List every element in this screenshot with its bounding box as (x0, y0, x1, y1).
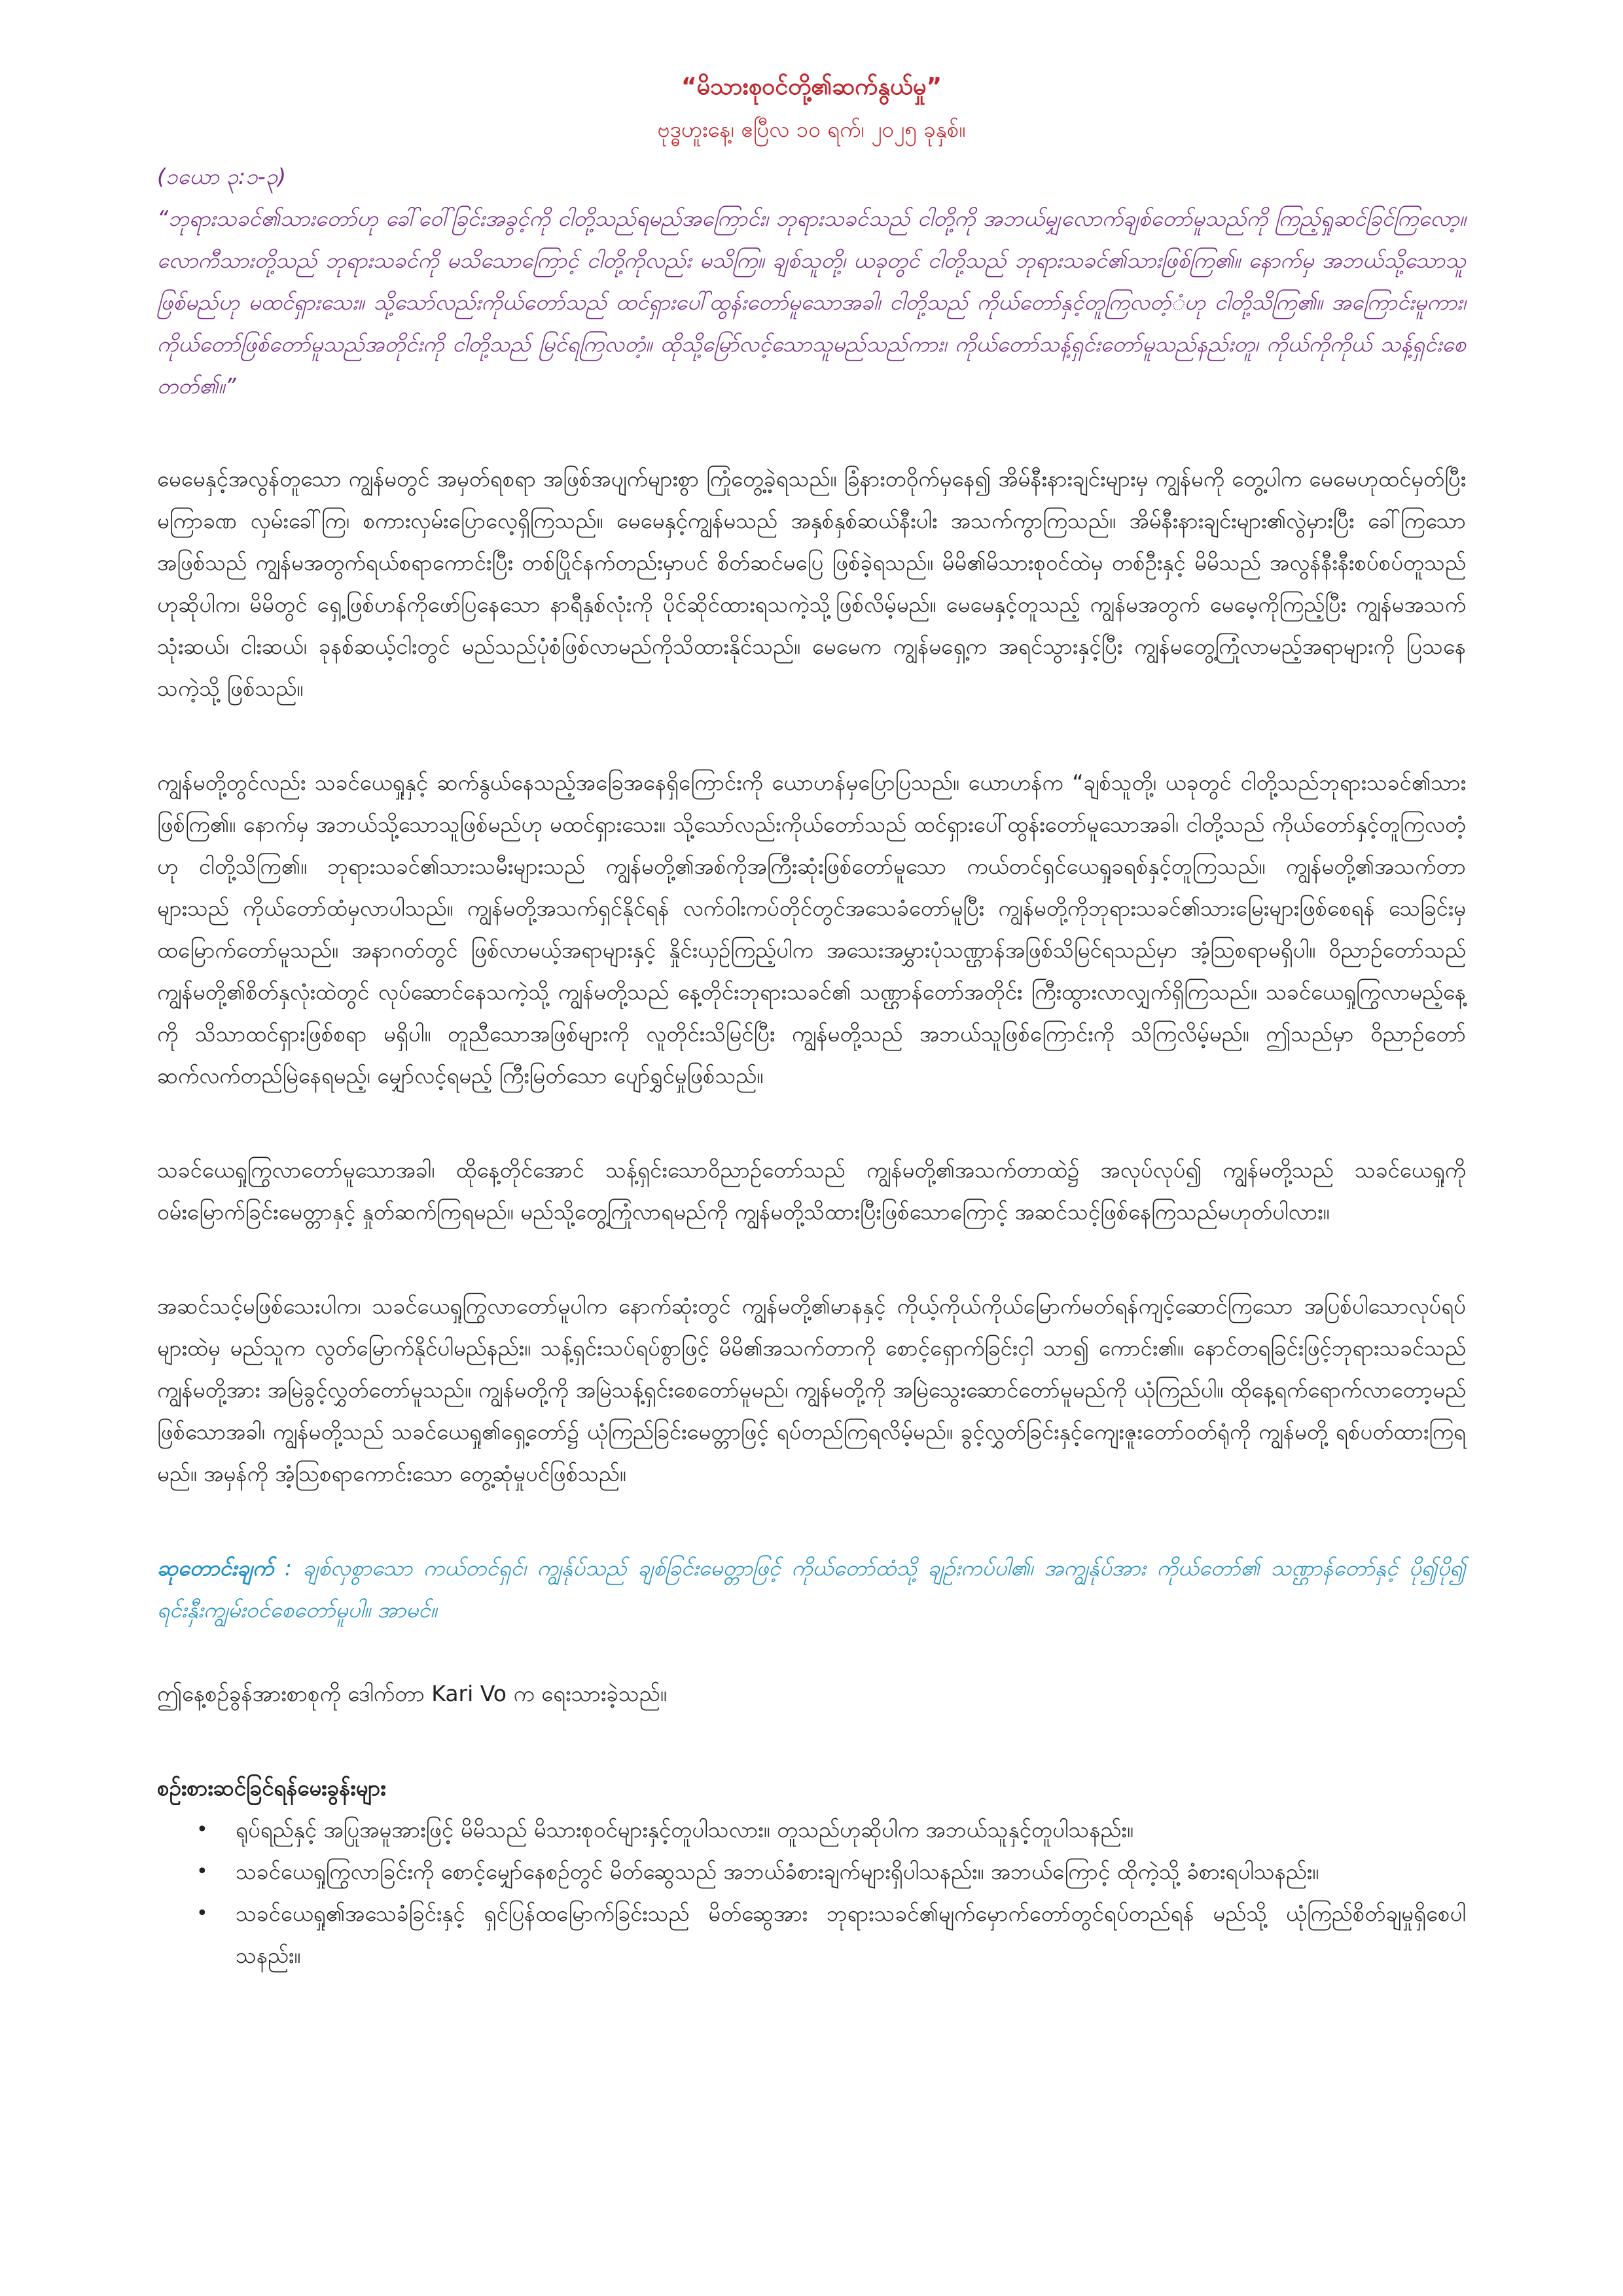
list-item (196, 1893, 1466, 1977)
prayer-block (157, 1547, 1466, 1631)
body-paragraph-3: သခင်ယေရှုကြွလာတော်မူသောအခါ၊ ထိုနေ့တိုင်အောင် သန့်ရှင်းသောဝိညာဉ်တော်သည် ကျွန်မတို့၏အသက်တာထဲ၌ အလုပ်လုပ်၍ ကျွန်မတို့သည် သခင်ယေရှုကို ဝမ်းမြောက်ခြင်းမေတ္တာနှင့် နှုတ်ဆက်ကြရမည်။ မည်သို့တွေ့ကြုံလာရမည်ကို ကျွန်မတို့သိထားပြီးဖြစ်သောကြောင့် အဆင်သင့်ဖြစ်နေကြသည်မဟုတ်ပါလား။ (157, 1157, 1466, 1225)
prayer-label: ဆုတောင်းချက် (157, 1555, 274, 1581)
author-line: ဤနေ့စဉ်ခွန်အားစာစုကို ဒေါက်တာ Kari Vo က ရေးသားခဲ့သည်။ (157, 1681, 667, 1706)
scripture-reference: (၁ယော ၃:၁-၃) (157, 164, 287, 189)
bullet-icon: • (196, 1860, 208, 1883)
devotion-date: ဗုဒ္ဓဟူးနေ့၊ ဧပြီလ ၁၀ ရက်၊ ၂၀၂၅ ခုနှစ်။ (657, 117, 966, 142)
question-text: ရုပ်ရည်နှင့် အပြုအမူအားဖြင့် မိမိသည် မိသားစုဝင်များနှင့်တူပါသလား။ တူသည်ဟုဆိုပါက အဘယ်သူနှင့်တူပါသနည်း။ (236, 1817, 1133, 1842)
body-paragraph-2: ကျွန်မတို့တွင်လည်း သခင်ယေရှုနှင့် ဆက်နွယ်နေသည့်အခြေအနေရှိကြောင်းကို ယောဟန်မှပြောပြသည်။ ယောဟန်က “ချစ်သူတို့၊ ယခုတွင် ငါတို့သည်ဘုရားသခင်၏သားဖြစ်ကြ၏။ နောက်မှ အဘယ်သို့သောသူဖြစ်မည်ဟု မထင်ရှားသေး။ သို့သော်လည်းကိုယ်တော်သည် ထင်ရှားပေါ်ထွန်းတော်မူသောအခါ၊ ငါတို့သည် ကိုယ်တော်နှင့်တူကြလတံ့ဟု ငါတို့သိကြ၏။ ဘုရားသခင်၏သားသမီးများသည် ကျွန်မတို့၏အစ်ကိုအကြီးဆုံးဖြစ်တော်မူသော ကယ်တင်ရှင်ယေရှုခရစ်နှင့်တူကြသည်။ ကျွန်မတို့၏အသက်တာများသည် ကိုယ်တော်ထံမှလာပါသည်။ ကျွန်မတို့အသက်ရှင်နိုင်ရန် လက်ဝါးကပ်တိုင်တွင်အသေခံတော်မူပြီး ကျွန်မတို့ကိုဘုရားသခင်၏သားမြေးများဖြစ်စေရန် သေခြင်းမှထမြောက်တော်မူသည်။ အနာဂတ်တွင် ဖြစ်လာမယ့်အရာများနှင့် နှိုင်းယှဉ်ကြည့်ပါက အသေးအမွှားပုံသဏ္ဌာန်အဖြစ်သိမြင်ရသည်မှာ အံ့ဩစရာမရှိပါ။ ဝိညာဉ်တော်သည် ကျွန်မတို့၏စိတ်နှလုံးထဲတွင် လုပ်ဆောင်နေသကဲ့သို့ ကျွန်မတို့သည် နေ့တိုင်းဘုရားသခင်၏ သဏ္ဌာန်တော်အတိုင်း ကြီးထွားလာလျှက်ရှိကြသည်။ သခင်ယေရှုကြွလာမည့်နေ့ကို သိသာထင်ရှားဖြစ်စရာ မရှိပါ။ တူညီသောအဖြစ်များကို လူတိုင်းသိမြင်ပြီး ကျွန်မတို့သည် အဘယ်သူဖြစ်ကြောင်းကို သိကြလိမ့်မည်။ ဤသည်မှာ ဝိညာဉ်တော် ဆက်လက်တည်မြဲနေရမည့်၊ မျှော်လင့်ရမည့် ကြီးမြတ်သော ပျော်ရွှင်မှုဖြစ်သည်။ (157, 770, 1466, 1088)
list-item (196, 1851, 1466, 1893)
devotion-title: “မိသားစုဝင်တို့၏ဆက်နွယ်မှု” (681, 73, 942, 100)
question-text: သခင်ယေရှု၏အသေခံခြင်းနှင့် ရှင်ပြန်ထမြောက်ခြင်းသည် မိတ်ဆွေအား ဘုရားသခင်၏မျက်မှောက်တော်တွင်ရပ်တည်ရန် မည်သို့ ယုံကြည်စိတ်ချမှုရှိစေပါသနည်း။ (236, 1901, 1466, 1968)
questions-list (157, 1809, 1466, 1977)
body-paragraph-4: အဆင်သင့်မဖြစ်သေးပါက၊ သခင်ယေရှုကြွလာတော်မူပါက နောက်ဆုံးတွင် ကျွန်မတို့၏မာနနှင့် ကိုယ့်ကိုယ်ကိုယ်မြောက်မတ်ရန်ကျင့်ဆောင်ကြသော အပြစ်ပါသောလုပ်ရပ်များထဲမှ မည်သူက လွတ်မြောက်နိုင်ပါမည်နည်း။ သန့်ရှင်းသပ်ရပ်စွာဖြင့် မိမိ၏အသက်တာကို စောင့်ရှောက်ခြင်းငှါ သာ၍ ကောင်း၏။ နောင်တရခြင်းဖြင့်ဘုရားသခင်သည် ကျွန်မတို့အား အမြဲခွင့်လွှတ်တော်မူသည်။ ကျွန်မတို့ကို အမြဲသန့်ရှင်းစေတော်မူမည်၊ ကျွန်မတို့ကို အမြဲသွေးဆောင်တော်မူမည်ကို ယုံကြည်ပါ။ ထိုနေ့ရက်ရောက်လာတော့မည်ဖြစ်သောအခါ၊ ကျွန်မတို့သည် သခင်ယေရှု၏ရှေ့တော်၌ ယုံကြည်ခြင်းမေတ္တာဖြင့် ရပ်တည်ကြရလိမ့်မည်။ ခွင့်လွှတ်ခြင်းနှင့်ကျေးဇူးတော်ဝတ်ရုံကို ကျွန်မတို့ ရစ်ပတ်ထားကြရမည်။ အမှန်ကို အံ့ဩစရာကောင်းသော တွေ့ဆုံမှုပင်ဖြစ်သည်။ (157, 1293, 1466, 1486)
bullet-icon: • (196, 1902, 208, 1925)
questions-heading: စဉ်းစားဆင်ခြင်ရန်မေးခွန်းများ (157, 1775, 386, 1801)
prayer-text: : ချစ်လှစွာသော ကယ်တင်ရှင်၊ ကျွန်ုပ်သည် ချစ်ခြင်းမေတ္တာဖြင့် ကိုယ်တော်ထံသို့ ချဉ်းကပ်ပါ၏၊ အကျွန်ုပ်အား ကိုယ်တော်၏ သဏ္ဌာန်တော်နှင့် ပို၍ပို၍ ရင်းနှီးကျွမ်းဝင်စေတော်မူပါ။ အာမင်။ (157, 1555, 1466, 1623)
question-text: သခင်ယေရှုကြွလာခြင်းကို စောင့်မျှော်နေစဉ်တွင် မိတ်ဆွေသည် အဘယ်ခံစားချက်များရှိပါသနည်း။ အဘယ်ကြောင့် ထိုကဲ့သို့ ခံစားရပါသနည်း။ (236, 1859, 1319, 1884)
scripture-text: “ဘုရားသခင်၏သားတော်ဟု ခေါ်ဝေါ်ခြင်းအခွင့်ကို ငါတို့သည်ရမည်အကြောင်း၊ ဘုရားသခင်သည် ငါတို့ကို အဘယ်မျှလောက်ချစ်တော်မူသည်ကို ကြည့်ရှုဆင်ခြင်ကြလော့။ လောကီသားတို့သည် ဘုရားသခင်ကို မသိသောကြောင့် ငါတို့ကိုလည်း မသိကြ။ ချစ်သူတို့၊ ယခုတွင် ငါတို့သည် ဘုရားသခင်၏သားဖြစ်ကြ၏။ နောက်မှ အဘယ်သို့သောသူဖြစ်မည်ဟု မထင်ရှားသေး။ သို့သော်လည်းကိုယ်တော်သည် ထင်ရှားပေါ်ထွန်းတော်မူသောအခါ၊ ငါတို့သည် ကိုယ်တော်နှင့်တူကြလတ့်ံဟု ငါတို့သိကြ၏။ အကြောင်းမူကား၊ ကိုယ်တော်ဖြစ်တော်မူသည်အတိုင်းကို ငါတို့သည် မြင်ရကြလတံ့။ ထိုသို့မြော်လင့်သောသူမည်သည်ကား၊ ကိုယ်တော်သန့်ရှင်းတော်မူသည်နည်းတူ၊ ကိုယ်ကိုကိုယ် သန့်ရှင်းစေတတ်၏။” (157, 206, 1466, 399)
body-paragraph-1: မေမေနှင့်အလွန်တူသော ကျွန်မတွင် အမှတ်ရစရာ အဖြစ်အပျက်များစွာ ကြုံတွေ့ခဲ့ရသည်။ ခြံနားတဝိုက်မှနေ၍ အိမ်နီးနားချင်းများမှ ကျွန်မကို တွေ့ပါက မေမေဟုထင်မှတ်ပြီး မကြာခဏ လှမ်းခေါ်ကြ၊ စကားလှမ်းပြောလေ့ရှိကြသည်။ မေမေနှင့်ကျွန်မသည် အနှစ်နှစ်ဆယ်နီးပါး အသက်ကွာကြသည်။ အိမ်နီးနားချင်းများ၏လွဲမှားပြီး ခေါ်ကြသောအဖြစ်သည် ကျွန်မအတွက်ရယ်စရာကောင်းပြီး တစ်ပြိုင်နက်တည်းမှာပင် စိတ်ဆင်မပြေ ဖြစ်ခဲ့ရသည်။ မိမိ၏မိသားစုဝင်ထဲမှ တစ်ဦးနှင့် မိမိသည် အလွန်နီးနီးစပ်စပ်တူသည်ဟုဆိုပါက၊ မိမိတွင် ရှေ့ဖြစ်ဟန်ကိုဖော်ပြနေသော နာရီနှစ်လုံးကို ပိုင်ဆိုင်ထားရသကဲ့သို့ဖြစ်လိမ့်မည်။ မေမေနှင့်တူသည့် ကျွန်မအတွက် မေမေ့ကိုကြည့်ပြီး ကျွန်မအသက်သုံးဆယ်၊ ငါးဆယ်၊ ခုနစ်ဆယ့်ငါးတွင် မည်သည်ပုံစံဖြစ်လာမည်ကိုသိထားနိုင်သည်။ မေမေက ကျွန်မရှေ့က အရင်သွားနှင့်ပြီး ကျွန်မတွေ့ကြုံလာမည့်အရာများကို ပြသနေသကဲ့သို့ ဖြစ်သည်။ (157, 466, 1466, 701)
list-item (196, 1809, 1466, 1851)
bullet-icon: • (196, 1818, 208, 1841)
